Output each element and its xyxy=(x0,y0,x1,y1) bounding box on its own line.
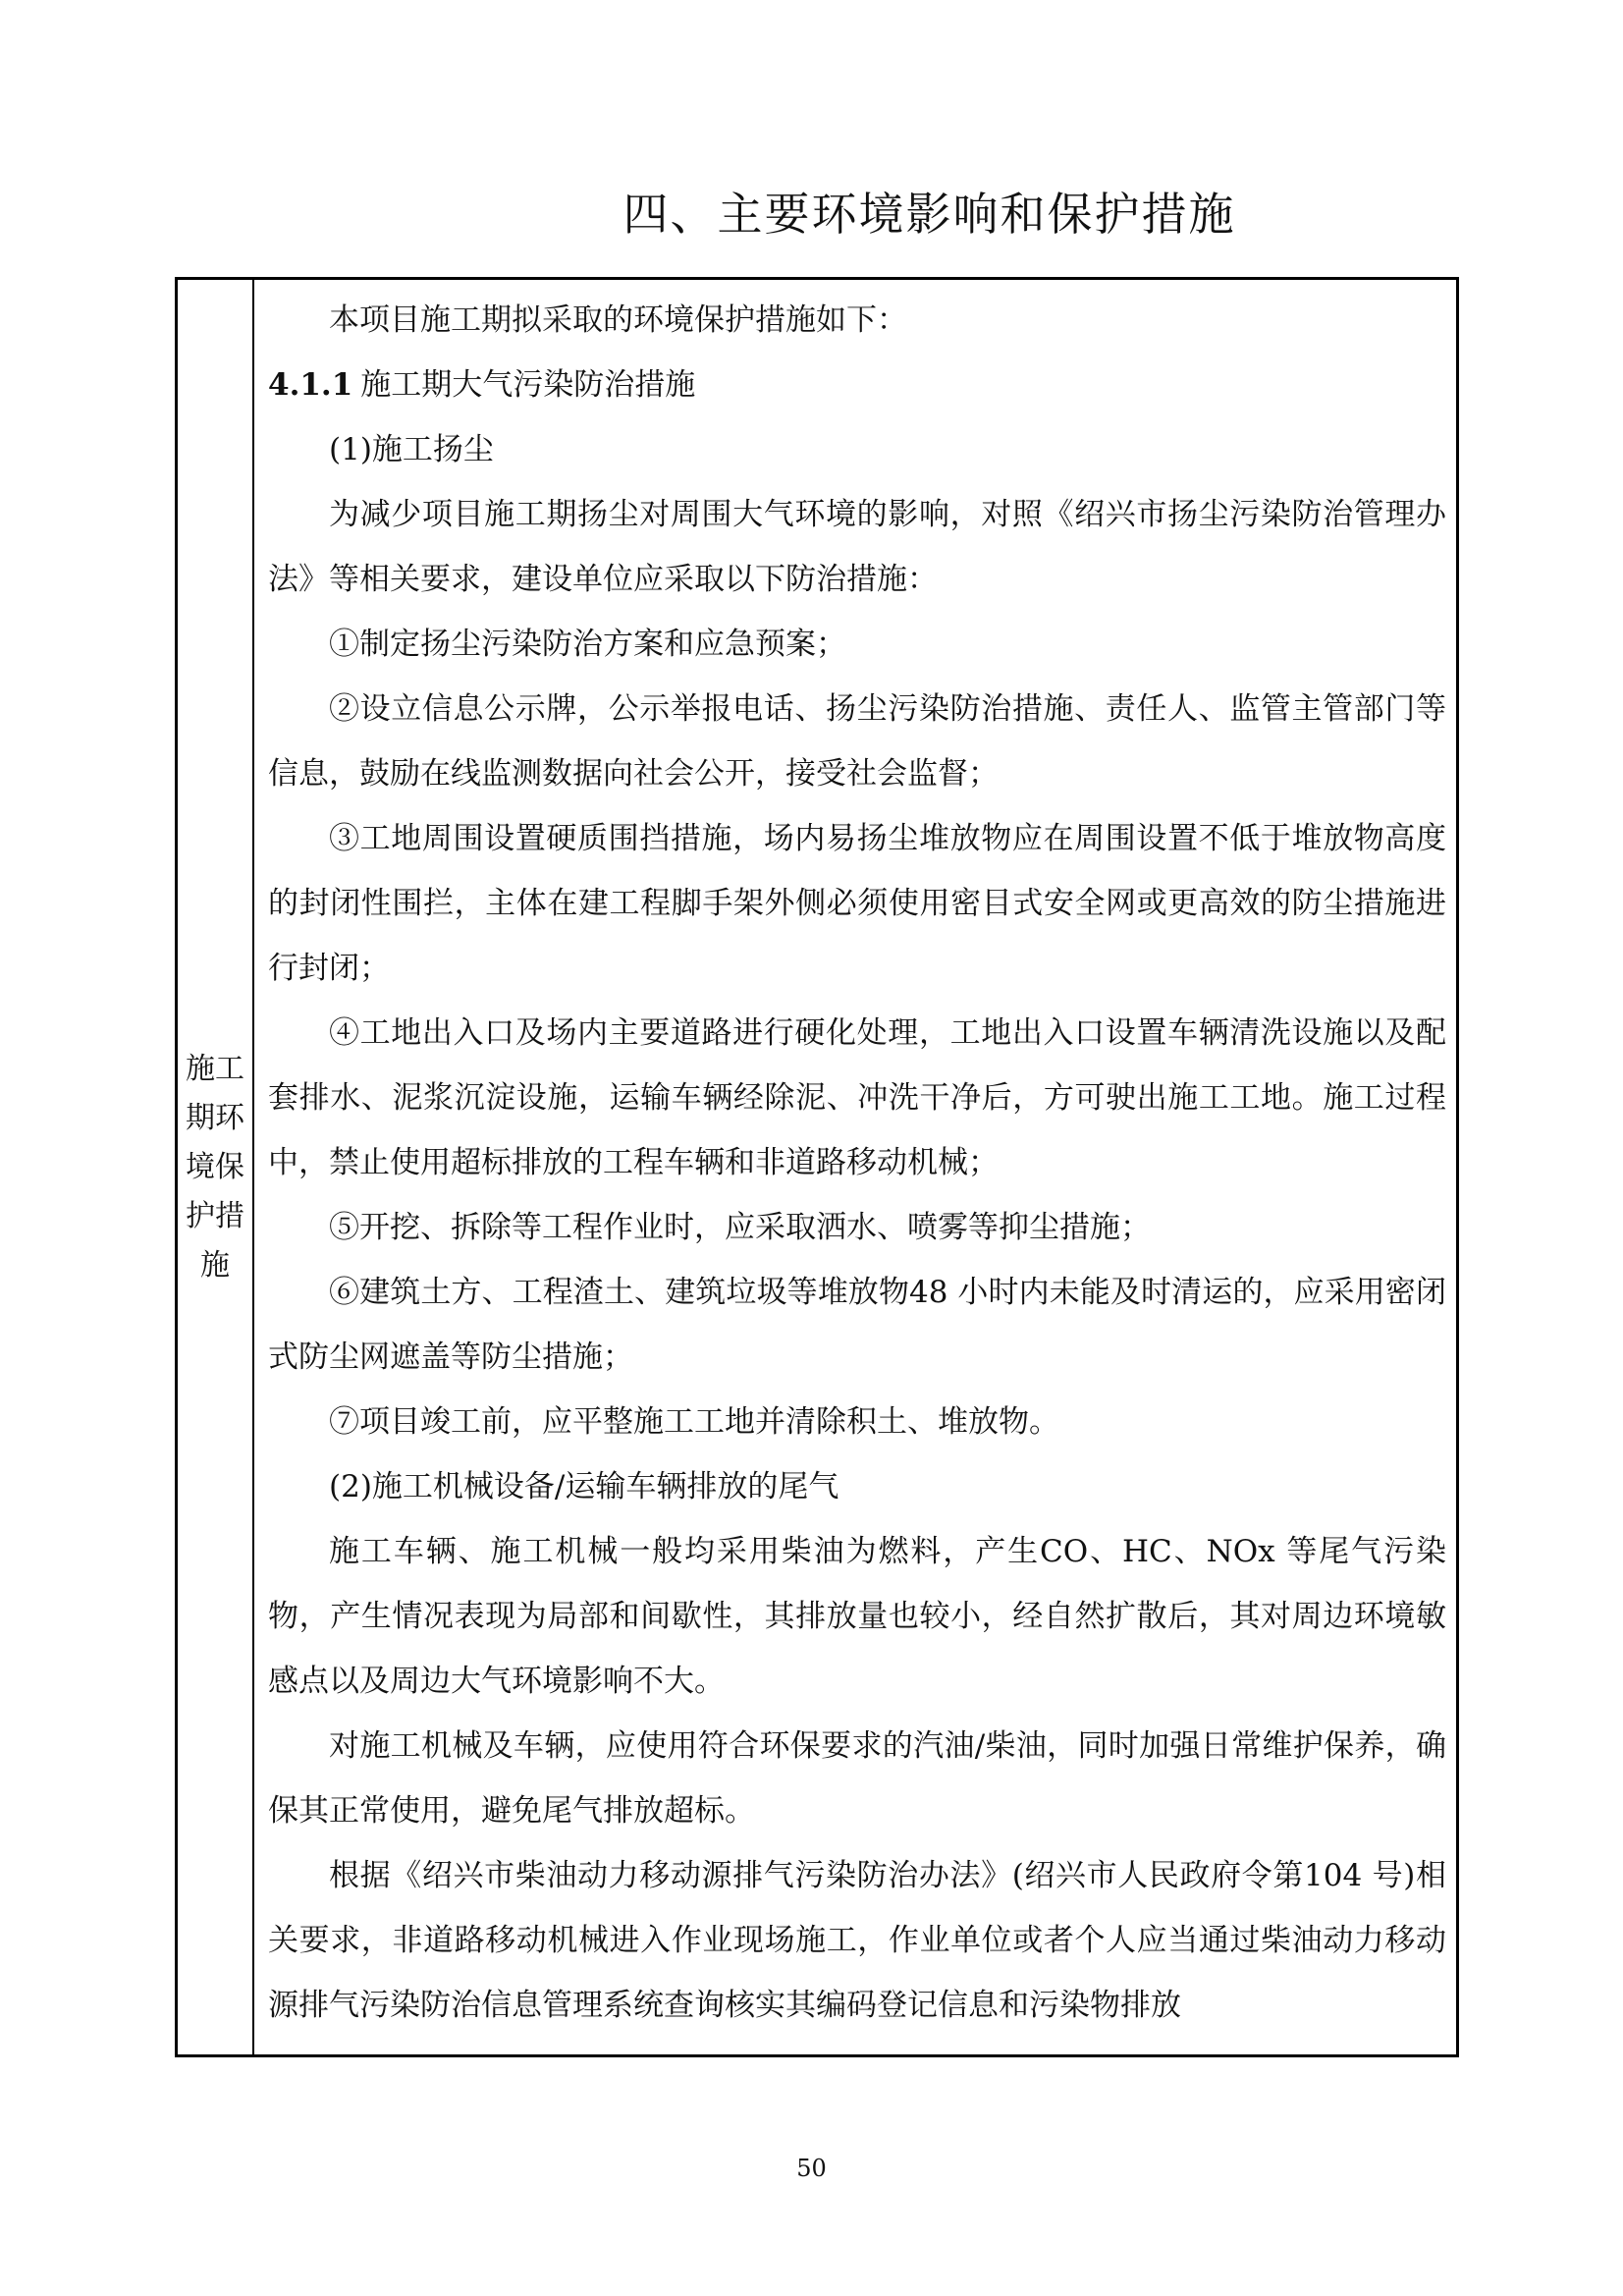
side-label: 施工期环境保护措施 xyxy=(186,1051,244,1283)
exhaust-paragraph: 施工车辆、施工机械一般均采用柴油为燃料，产生CO、HC、NOx 等尾气污染物，产生情况表现为局部和间歇性，其排放量也较小，经自然扩散后，其对周边环境敏感点以及周边大气环境影响不大。 xyxy=(268,1534,1446,1699)
measure-item: ⑦项目竣工前，应平整施工工地并清除积土、堆放物。 xyxy=(329,1404,1059,1440)
side-label-cell xyxy=(178,280,254,2054)
page-number: 50 xyxy=(796,2155,827,2182)
measures-table xyxy=(175,277,1459,2057)
section-heading xyxy=(268,353,1446,417)
content-cell xyxy=(254,280,1456,2054)
exhaust-paragraph: 对施工机械及车辆，应使用符合环保要求的汽油/柴油，同时加强日常维护保养，确保其正常使用，避免尾气排放超标。 xyxy=(268,1728,1446,1829)
measure-item: ⑥建筑土方、工程渣土、建筑垃圾等堆放物48 小时内未能及时清运的，应采用密闭式防尘网遮盖等防尘措施； xyxy=(268,1275,1446,1375)
measure-item: ⑤开挖、拆除等工程作业时，应采取洒水、喷雾等抑尘措施； xyxy=(329,1210,1151,1245)
measure-item: ②设立信息公示牌，公示举报电话、扬尘污染防治措施、责任人、监管主管部门等信息，鼓励在线监测数据向社会公开，接受社会监督； xyxy=(268,691,1446,792)
subsection-title-dust: (1)施工扬尘 xyxy=(329,432,494,467)
dust-lead-paragraph: 为减少项目施工期扬尘对周围大气环境的影响，对照《绍兴市扬尘污染防治管理办法》等相关要求，建设单位应采取以下防治措施： xyxy=(268,497,1446,597)
subsection-title-exhaust: (2)施工机械设备/运输车辆排放的尾气 xyxy=(329,1469,839,1504)
exhaust-paragraph: 根据《绍兴市柴油动力移动源排气污染防治办法》(绍兴市人民政府令第104 号)相关要求，非道路移动机械进入作业现场施工，作业单位或者个人应当通过柴油动力移动源排气污染防治信息管理系统查询核实其编码登记信息和污染物排放 xyxy=(268,1858,1446,2023)
measure-item: ④工地出入口及场内主要道路进行硬化处理，工地出入口设置车辆清洗设施以及配套排水、泥浆沉淀设施，运输车辆经除泥、冲洗干净后，方可驶出施工工地。施工过程中，禁止使用超标排放的工程车辆和非道路移动机械； xyxy=(268,1015,1446,1180)
page-title: 四、主要环境影响和保护措施 xyxy=(622,188,1236,241)
intro-paragraph: 本项目施工期拟采取的环境保护措施如下： xyxy=(329,302,907,338)
section-title: 施工期大气污染防治措施 xyxy=(360,367,696,403)
measure-item: ①制定扬尘污染防治方案和应急预案； xyxy=(329,627,846,662)
measure-item: ③工地周围设置硬质围挡措施，场内易扬尘堆放物应在周围设置不低于堆放物高度的封闭性围拦，主体在建工程脚手架外侧必须使用密目式安全网或更高效的防尘措施进行封闭； xyxy=(268,821,1446,986)
section-number: 4.1.1 xyxy=(268,367,353,403)
